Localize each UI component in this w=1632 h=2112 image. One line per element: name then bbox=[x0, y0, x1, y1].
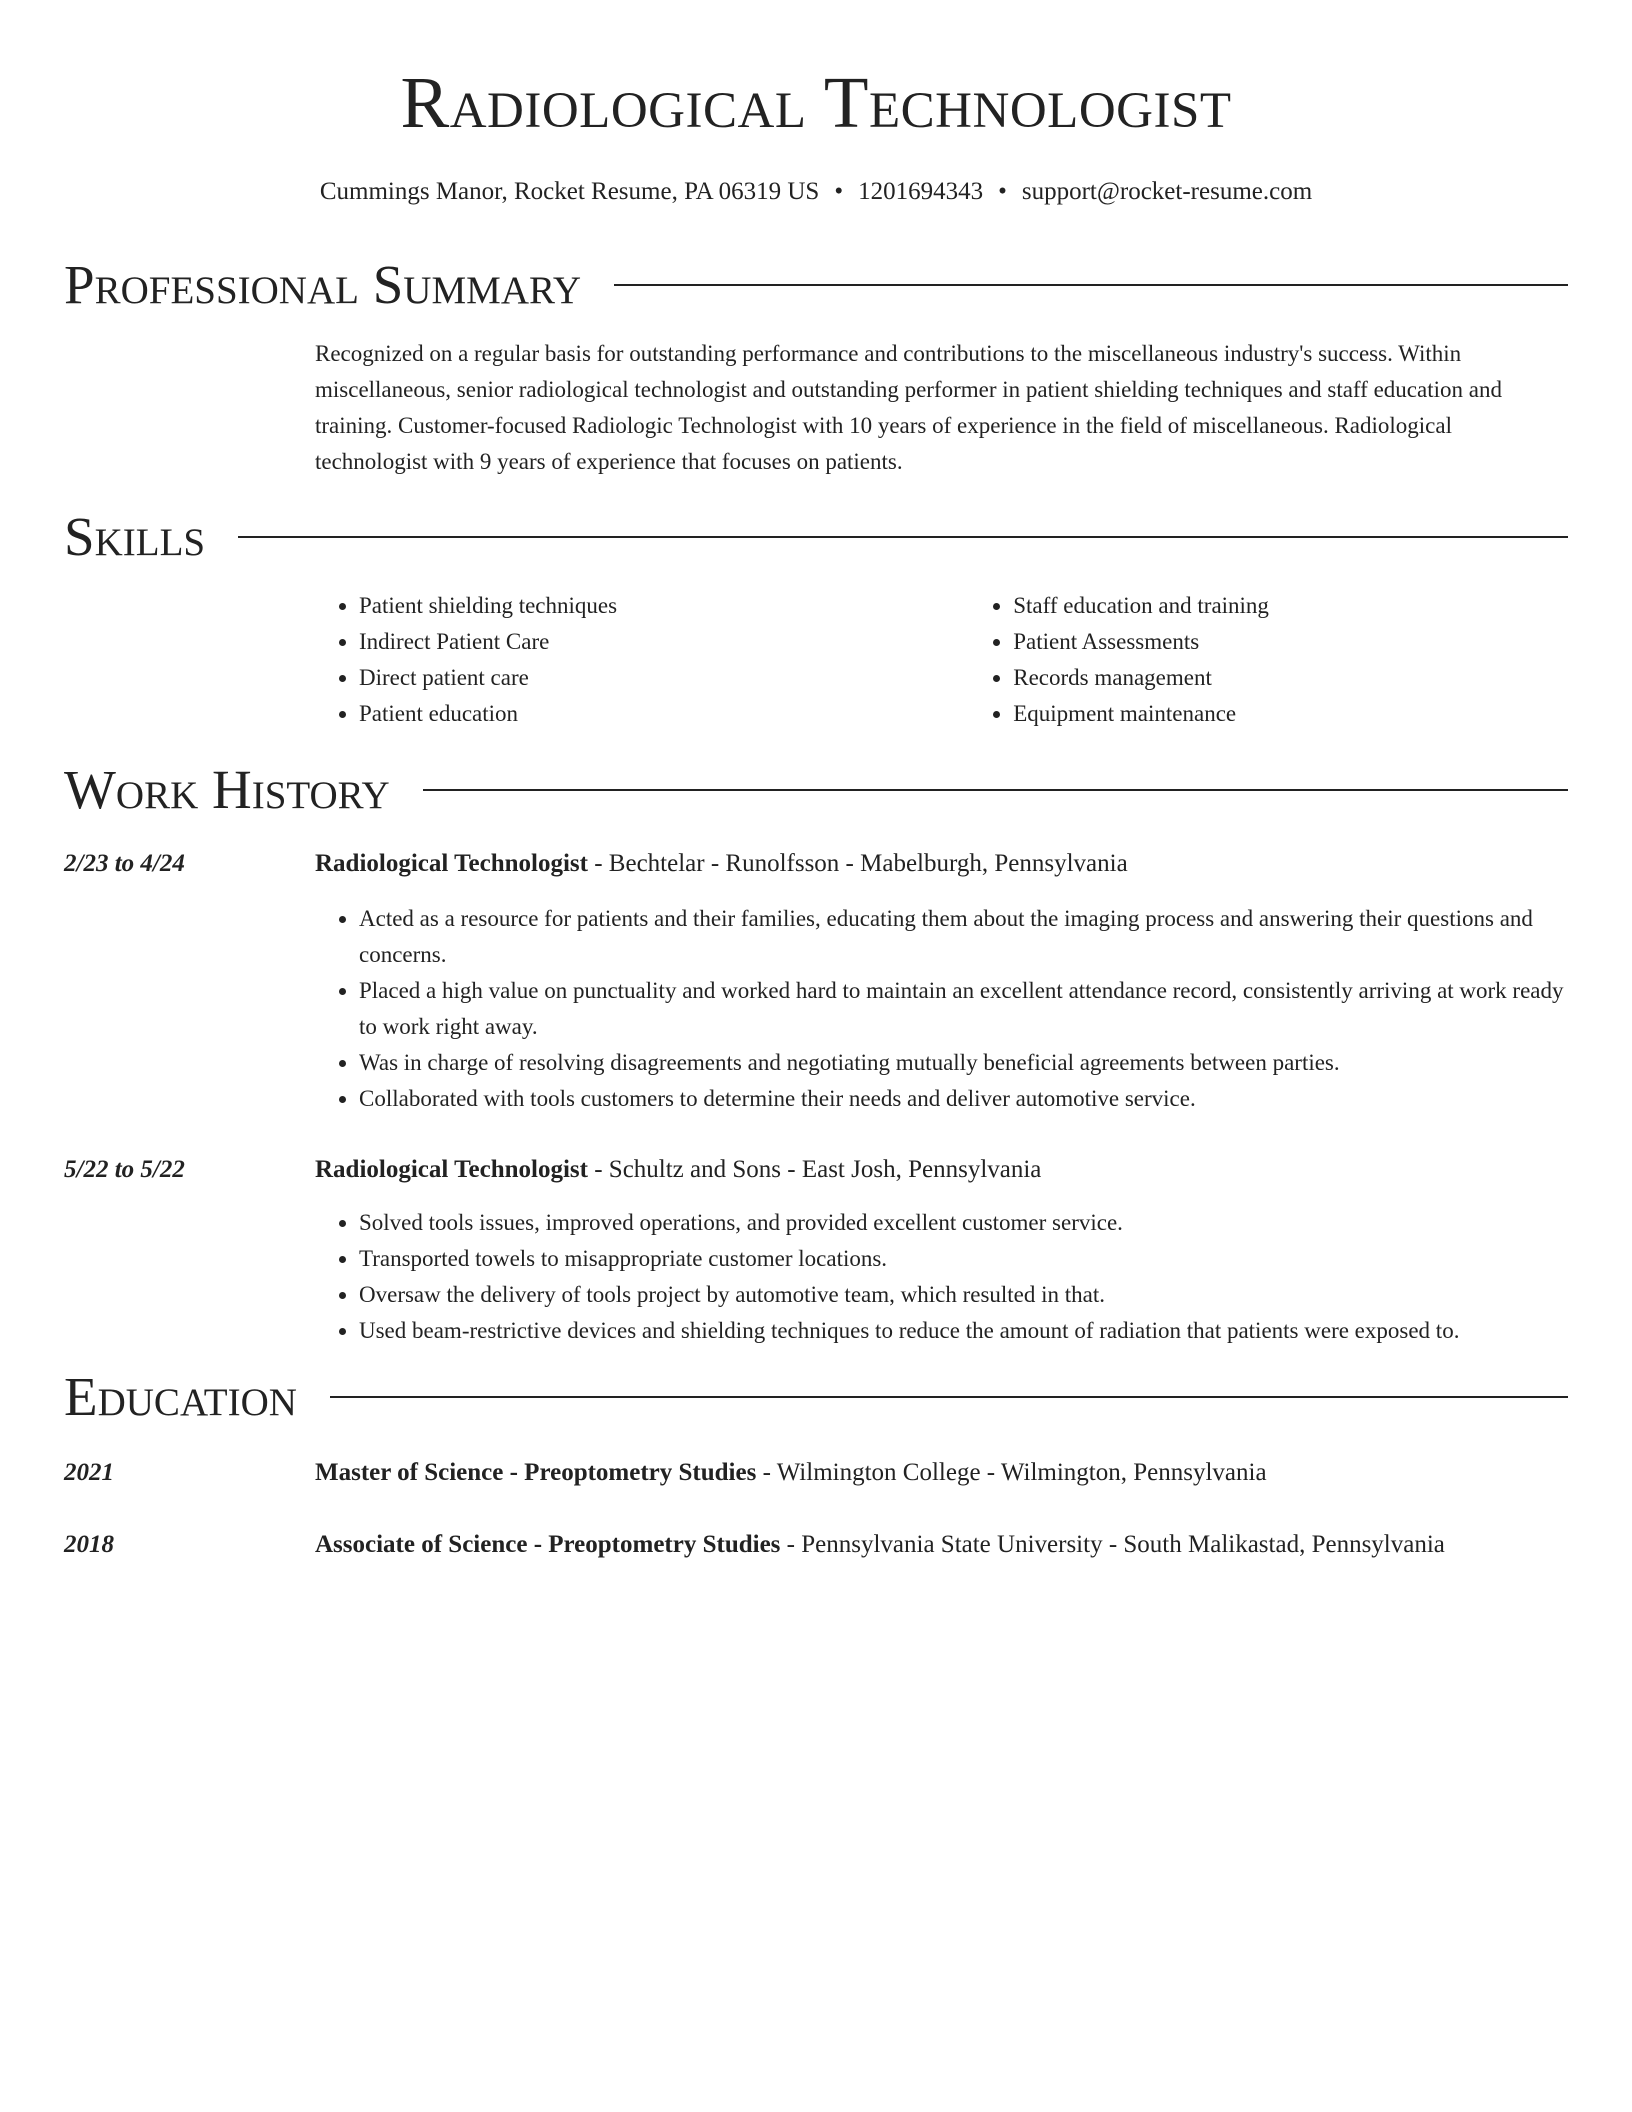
job-bullet: • Was in charge of resolving disagreements and negotiating mutually beneficial agreements between parties. bbox=[359, 1045, 1568, 1081]
education-details: - Wilmington College - Wilmington, Pennsylvania bbox=[756, 1459, 1267, 1486]
education-degree: Associate of Science - Preoptometry Studies bbox=[315, 1531, 781, 1558]
skill-item: • Patient shielding techniques bbox=[359, 588, 969, 624]
job-heading bbox=[315, 846, 1592, 882]
work-heading: Work History bbox=[64, 759, 390, 820]
job-bullet: • Collaborated with tools customers to determine their needs and deliver automotive service. bbox=[359, 1081, 1568, 1117]
education-details: - Pennsylvania State University - South Malikastad, Pennsylvania bbox=[780, 1531, 1445, 1558]
job-bullet: • Placed a high value on punctuality and worked hard to maintain an excellent attendance record, consistently arriving at work ready to work right away. bbox=[359, 973, 1568, 1045]
skill-item: • Patient Assessments bbox=[1013, 624, 1568, 660]
job-title: Radiological Technologist bbox=[315, 850, 588, 877]
contact-separator: • bbox=[834, 178, 844, 205]
contact-address: Cummings Manor, Rocket Resume, PA 06319 US bbox=[319, 178, 820, 205]
job-bullet: • Solved tools issues, improved operations, and provided excellent customer service. bbox=[359, 1205, 1568, 1241]
work-section-header bbox=[64, 758, 1568, 822]
job-dates: 5/22 to 5/22 bbox=[64, 1156, 185, 1183]
job-bullet: • Used beam-restrictive devices and shielding techniques to reduce the amount of radiation that patients were exposed to. bbox=[359, 1313, 1568, 1349]
contact-email: support@rocket-resume.com bbox=[1021, 178, 1313, 205]
section-divider bbox=[330, 1396, 1568, 1398]
skill-item: • Records management bbox=[1013, 660, 1568, 696]
skill-item: • Direct patient care bbox=[359, 660, 969, 696]
job-details: - Bechtelar - Runolfsson - Mabelburgh, Pennsylvania bbox=[587, 850, 1128, 877]
skills-column-right bbox=[969, 588, 1568, 732]
section-divider bbox=[423, 789, 1568, 791]
job-title: Radiological Technologist bbox=[315, 1156, 588, 1183]
summary-section-header bbox=[64, 253, 1568, 317]
job-heading bbox=[315, 1152, 1592, 1188]
education-degree: Master of Science - Preoptometry Studies bbox=[315, 1459, 757, 1486]
job-dates: 2/23 to 4/24 bbox=[64, 850, 185, 877]
summary-text: Recognized on a regular basis for outstanding performance and contributions to the miscellaneous industry's success. Within miscellaneous, senior radiological technologist and outstanding performer in patient shielding techniques and staff education and training. Customer-focused Radiologic Technologist with 10 years of experience in the field of miscellaneous. Radiological technologist with 9 years of experience that focuses on patients. bbox=[315, 341, 1502, 474]
contact-phone: 1201694343 bbox=[858, 178, 984, 205]
skill-item: • Staff education and training bbox=[1013, 588, 1568, 624]
summary-heading: Professional Summary bbox=[64, 254, 582, 315]
skills-section-header bbox=[64, 505, 1568, 569]
education-heading: Education bbox=[64, 1366, 297, 1427]
skills-heading: Skills bbox=[64, 506, 206, 567]
job-bullet: • Transported towels to misappropriate customer locations. bbox=[359, 1241, 1568, 1277]
education-section-header bbox=[64, 1365, 1568, 1429]
skill-item: • Equipment maintenance bbox=[1013, 696, 1568, 732]
section-divider bbox=[614, 284, 1568, 286]
job-bullet: • Acted as a resource for patients and their families, educating them about the imaging process and answering their questions and concerns. bbox=[359, 901, 1568, 973]
skills-list bbox=[315, 588, 1568, 732]
education-year: 2021 bbox=[64, 1459, 114, 1486]
skill-item: • Patient education bbox=[359, 696, 969, 732]
job-details: - Schultz and Sons - East Josh, Pennsylvania bbox=[587, 1156, 1042, 1183]
skill-item: • Indirect Patient Care bbox=[359, 624, 969, 660]
summary-body bbox=[315, 336, 1568, 480]
section-divider bbox=[238, 536, 1568, 538]
job-bullets bbox=[315, 1205, 1568, 1349]
education-entry bbox=[315, 1527, 1592, 1563]
education-entry bbox=[315, 1455, 1592, 1491]
contact-separator: • bbox=[998, 178, 1007, 205]
job-bullets bbox=[315, 901, 1568, 1117]
education-year: 2018 bbox=[64, 1531, 114, 1558]
resume-name: Radiological Technologist bbox=[400, 62, 1232, 143]
job-bullet: • Oversaw the delivery of tools project by automotive team, which resulted in that. bbox=[359, 1277, 1568, 1313]
contact-line bbox=[0, 175, 1632, 209]
skills-column-left bbox=[315, 588, 969, 732]
